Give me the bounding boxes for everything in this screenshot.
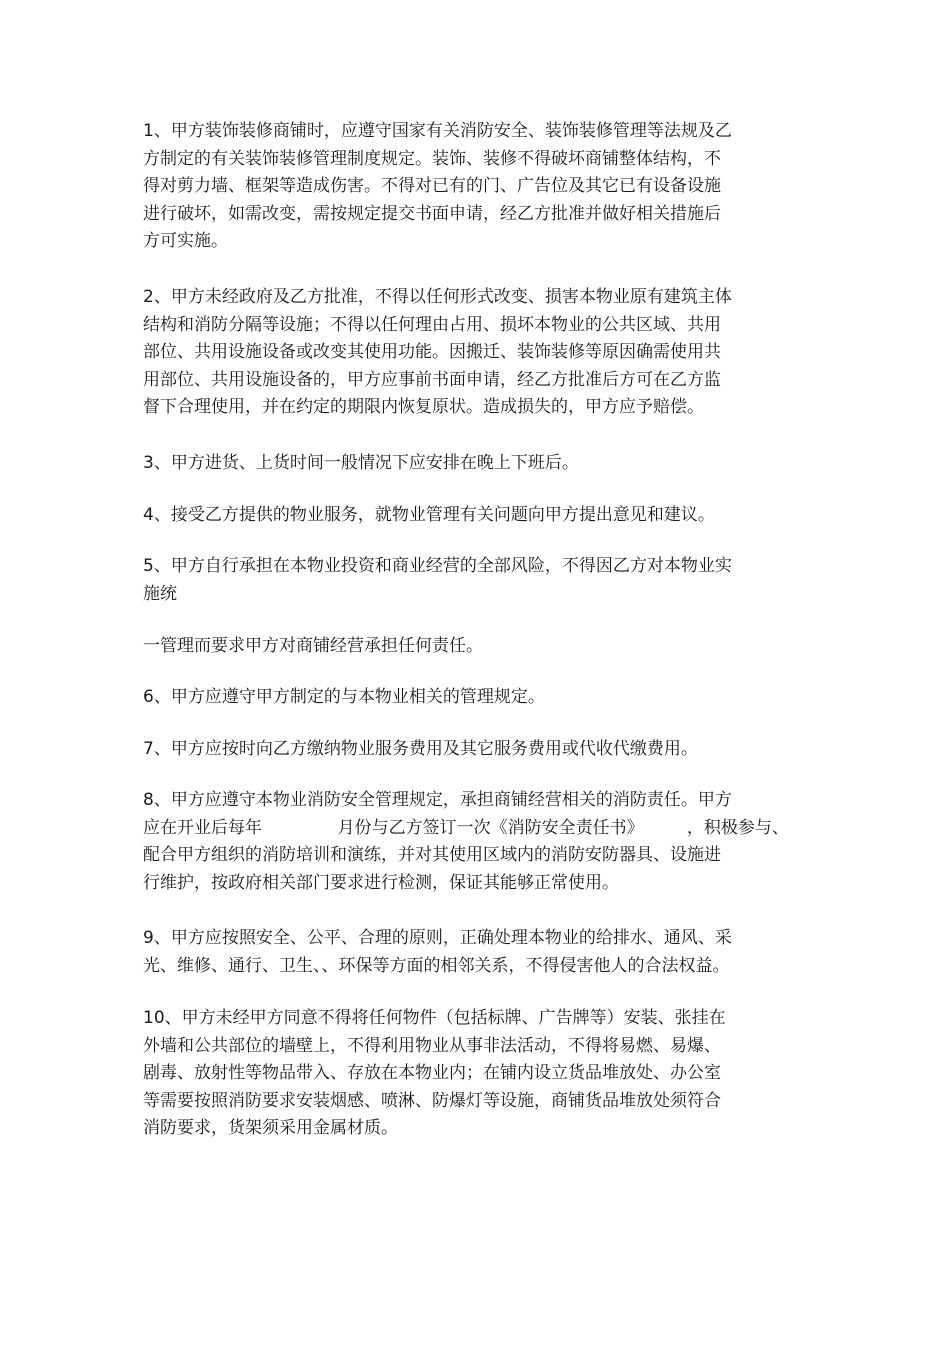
- clause-4-line-1: 4、接受乙方提供的物业服务，就物业管理有关问题向甲方提出意见和建议。: [143, 505, 715, 525]
- clause-2-line-2: 结构和消防分隔等设施；不得以任何理由占用、损坏本物业的公共区域、共用: [143, 314, 721, 335]
- clause-10-line-2: 外墙和公共部位的墙壁上，不得利用物业从事非法活动，不得将易燃、易爆、: [143, 1035, 721, 1056]
- clause-5: [143, 553, 732, 608]
- clause-1-line-2: 方制定的有关装饰装修管理制度规定。装饰、装修不得破坏商铺整体结构，不: [143, 148, 721, 169]
- clause-3-line-1: 3、甲方进货、上货时间一般情况下应安排在晚上下班后。: [143, 453, 579, 473]
- clause-1-line-1: 1、甲方装饰装修商铺时，应遵守国家有关消防安全、装饰装修管理等法规及乙: [143, 121, 732, 141]
- clause-3: [143, 450, 579, 478]
- clause-2-line-4: 用部位、共用设施设备的，甲方应事前书面申请，经乙方批准后方可在乙方监: [143, 369, 721, 390]
- clause-6-line-1: 6、甲方应遵守甲方制定的与本物业相关的管理规定。: [143, 687, 545, 707]
- clause-10-line-5: 消防要求，货架须采用金属材质。: [143, 1118, 398, 1139]
- clause-8-line-4: 行维护，按政府相关部门要求进行检测，保证其能够正常使用。: [143, 872, 619, 893]
- clause-2-line-3: 部位、共用设施设备或改变其使用功能。因搬迁、装饰装修等原因确需使用共: [143, 342, 721, 363]
- clause-1-line-5: 方可实施。: [143, 231, 228, 252]
- clause-7-line-1: 7、甲方应按时向乙方缴纳物业服务费用及其它服务费用或代收代缴费用。: [143, 739, 698, 759]
- clause-9-line-2: 光、维修、通行、卫生、、环保等方面的相邻关系，不得侵害他人的合法权益。: [143, 955, 730, 976]
- clause-8-line-3: 配合甲方组织的消防培训和演练，并对其使用区域内的消防安防器具、设施进: [143, 845, 721, 866]
- clause-8-line-2: 应在开业后每年 月份与乙方签订一次《消防安全责任书》 ，积极参与、: [143, 817, 789, 838]
- clause-8-line-1: 8、甲方应遵守本物业消防安全管理规定，承担商铺经营相关的消防责任。甲方: [143, 790, 732, 810]
- clause-5-continuation: [143, 633, 483, 661]
- clause-2: [143, 284, 732, 422]
- clause-1-line-3: 得对剪力墙、框架等造成伤害。不得对已有的门、广告位及其它已有设备设施: [143, 176, 721, 197]
- clause-1-line-4: 进行破坏，如需改变，需按规定提交书面申请，经乙方批准并做好相关措施后: [143, 203, 721, 224]
- clause-2-line-5: 督下合理使用，并在约定的期限内恢复原状。造成损失的，甲方应予赔偿。: [143, 397, 704, 418]
- clause-4: [143, 502, 715, 530]
- clause-7: [143, 736, 698, 764]
- clause-5-continuation-line-1: 一管理而要求甲方对商铺经营承担任何责任。: [143, 636, 483, 656]
- clause-10: [143, 1005, 726, 1143]
- clause-6: [143, 684, 545, 712]
- clause-5-line-1: 5、甲方自行承担在本物业投资和商业经营的全部风险，不得因乙方对本物业实: [143, 556, 732, 576]
- clause-10-line-3: 剧毒、放射性等物品带入、存放在本物业内；在铺内设立货品堆放处、办公室: [143, 1063, 721, 1084]
- clause-10-line-1: 10、甲方未经甲方同意不得将任何物件（包括标牌、广告牌等）安装、张挂在: [143, 1008, 726, 1028]
- clause-1: [143, 118, 732, 256]
- clause-10-line-4: 等需要按照消防要求安装烟感、喷淋、防爆灯等设施，商铺货品堆放处须符合: [143, 1090, 721, 1111]
- clause-8: [143, 787, 789, 897]
- clause-5-line-2: 施统: [143, 583, 177, 604]
- clause-9: [143, 925, 732, 980]
- clause-2-line-1: 2、甲方未经政府及乙方批准，不得以任何形式改变、损害本物业原有建筑主体: [143, 287, 732, 307]
- clause-9-line-1: 9、甲方应按照安全、公平、合理的原则，正确处理本物业的给排水、通风、采: [143, 928, 732, 948]
